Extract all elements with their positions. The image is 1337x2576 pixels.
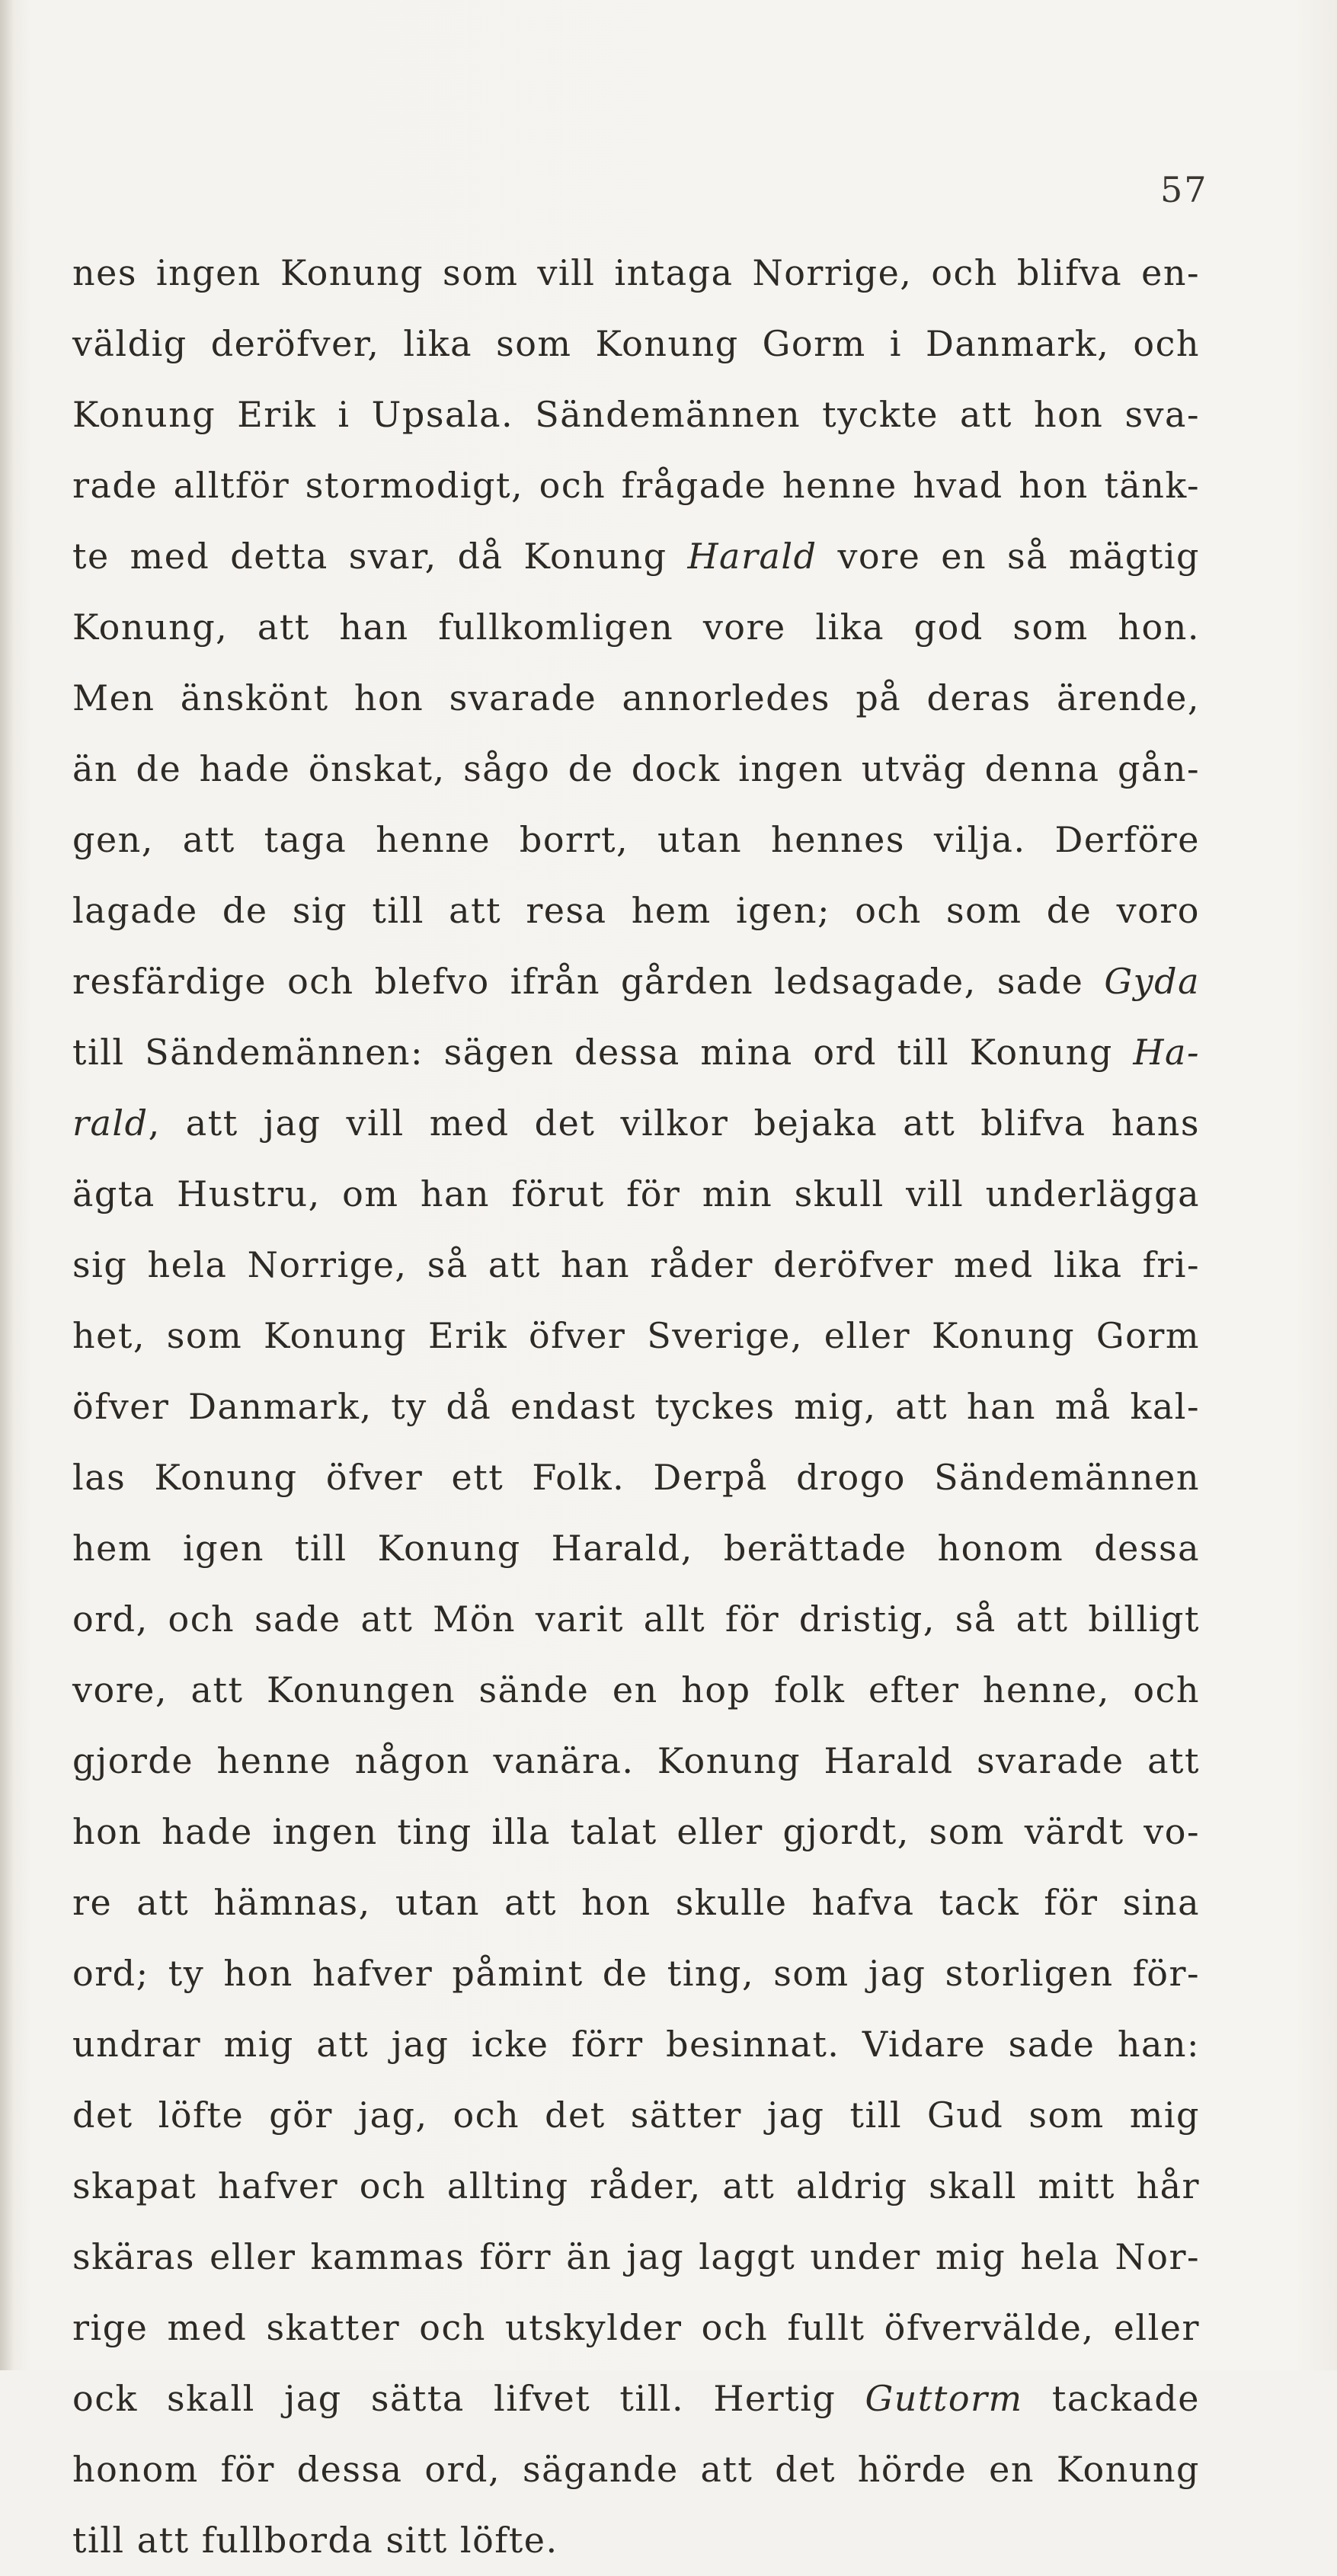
text-segment: gen, att taga henne borrt, utan hennes vilja. Derföre — [72, 819, 1200, 860]
text-segment: gjorde henne någon vanära. Konung Harald svarade att — [72, 1740, 1200, 1781]
text-line — [72, 1442, 1200, 1513]
text-line — [72, 1584, 1200, 1655]
text-segment: öfver Danmark, ty då endast tyckes mig, att han må kal- — [72, 1386, 1200, 1427]
text-line — [72, 875, 1200, 946]
italic-name: Ha- — [1133, 1032, 1200, 1073]
text-segment: het, som Konung Erik öfver Sverige, eller Konung Gorm — [72, 1315, 1200, 1356]
text-segment: honom för dessa ord, sägande att det hörde en Konung — [72, 2449, 1200, 2490]
text-segment: las Konung öfver ett Folk. Derpå drogo Sändemännen — [72, 1457, 1200, 1498]
text-line — [72, 1230, 1200, 1301]
text-segment: ord, och sade att Mön varit allt för dristig, så att billigt — [72, 1598, 1200, 1640]
binding-shadow — [0, 0, 14, 2370]
text-line — [72, 2222, 1200, 2293]
text-segment: rade alltför stormodigt, och frågade henne hvad hon tänk- — [72, 465, 1200, 506]
text-line — [72, 2505, 1200, 2576]
text-segment: skapat hafver och allting råder, att aldrig skall mitt hår — [72, 2165, 1200, 2206]
text-segment: lagade de sig till att resa hem igen; och som de voro — [72, 890, 1200, 931]
text-segment: hon hade ingen ting illa talat eller gjordt, som värdt vo- — [72, 1811, 1200, 1852]
text-line — [72, 1726, 1200, 1797]
text-segment: vore en så mägtig — [817, 536, 1200, 577]
text-line — [72, 1655, 1200, 1726]
italic-name: Guttorm — [865, 2378, 1023, 2419]
text-segment: ock skall jag sätta lifvet till. Hertig — [72, 2378, 865, 2419]
text-segment: till Sändemännen: sägen dessa mina ord till Konung — [72, 1032, 1134, 1073]
text-segment: än de hade önskat, sågo de dock ingen utväg denna gån- — [72, 748, 1200, 789]
text-segment: Men änskönt hon svarade annorledes på deras ärende, — [72, 677, 1200, 718]
text-segment: ägta Hustru, om han förut för min skull vill underlägga — [72, 1173, 1200, 1214]
text-line — [72, 521, 1200, 592]
text-line — [72, 734, 1200, 805]
text-segment: skäras eller kammas förr än jag laggt under mig hela Nor- — [72, 2236, 1200, 2277]
text-segment: undrar mig att jag icke förr besinnat. Vidare sade han: — [72, 2024, 1200, 2065]
body-text — [72, 238, 1200, 2576]
text-line — [72, 1088, 1200, 1159]
text-line — [72, 1017, 1200, 1088]
text-line — [72, 946, 1200, 1017]
text-line — [72, 1301, 1200, 1371]
text-line — [72, 309, 1200, 379]
text-line — [72, 379, 1200, 450]
text-line — [72, 2363, 1200, 2434]
text-segment: väldig deröfver, lika som Konung Gorm i Danmark, och — [72, 323, 1200, 364]
text-line — [72, 1867, 1200, 1938]
text-segment: resfärdige och blefvo ifrån gården ledsagade, sade — [72, 961, 1105, 1002]
text-line — [72, 1159, 1200, 1230]
text-segment: rige med skatter och utskylder och fullt öfvervälde, eller — [72, 2307, 1200, 2348]
text-segment: vore, att Konungen sände en hop folk efter henne, och — [72, 1669, 1200, 1710]
text-segment: det löfte gör jag, och det sätter jag till Gud som mig — [72, 2094, 1200, 2136]
text-line — [72, 2293, 1200, 2363]
text-segment: hem igen till Konung Harald, berättade honom dessa — [72, 1528, 1200, 1569]
text-line — [72, 450, 1200, 521]
italic-name: Harald — [687, 536, 817, 577]
text-line — [72, 1938, 1200, 2009]
text-segment: ord; ty hon hafver påmint de ting, som jag storligen för- — [72, 1953, 1200, 1994]
text-segment: te med detta svar, då Konung — [72, 536, 688, 577]
italic-name: rald — [72, 1102, 149, 1144]
text-segment: re att hämnas, utan att hon skulle hafva tack för sina — [72, 1882, 1200, 1923]
text-segment: , att jag vill med det vilkor bejaka att blifva hans — [148, 1102, 1200, 1144]
text-line — [72, 2009, 1200, 2080]
text-line — [72, 2080, 1200, 2151]
text-line — [72, 592, 1200, 663]
page-number: 57 — [1160, 169, 1208, 210]
text-segment: nes ingen Konung som vill intaga Norrige, och blifva en- — [72, 252, 1200, 293]
text-line — [72, 2151, 1200, 2222]
text-line — [72, 1797, 1200, 1867]
text-line — [72, 2434, 1200, 2505]
text-segment: Konung, att han fullkomligen vore lika god som hon. — [72, 606, 1200, 648]
italic-name: Gyda — [1104, 961, 1200, 1002]
text-line — [72, 805, 1200, 875]
text-segment: Konung Erik i Upsala. Sändemännen tyckte att hon sva- — [72, 394, 1200, 435]
text-line — [72, 238, 1200, 309]
text-line — [72, 1513, 1200, 1584]
text-segment: till att fullborda sitt löfte. — [72, 2520, 558, 2561]
text-line — [72, 663, 1200, 734]
text-segment: sig hela Norrige, så att han råder deröfver med lika fri- — [72, 1244, 1200, 1285]
text-segment: tackade — [1022, 2378, 1200, 2419]
text-line — [72, 1371, 1200, 1442]
